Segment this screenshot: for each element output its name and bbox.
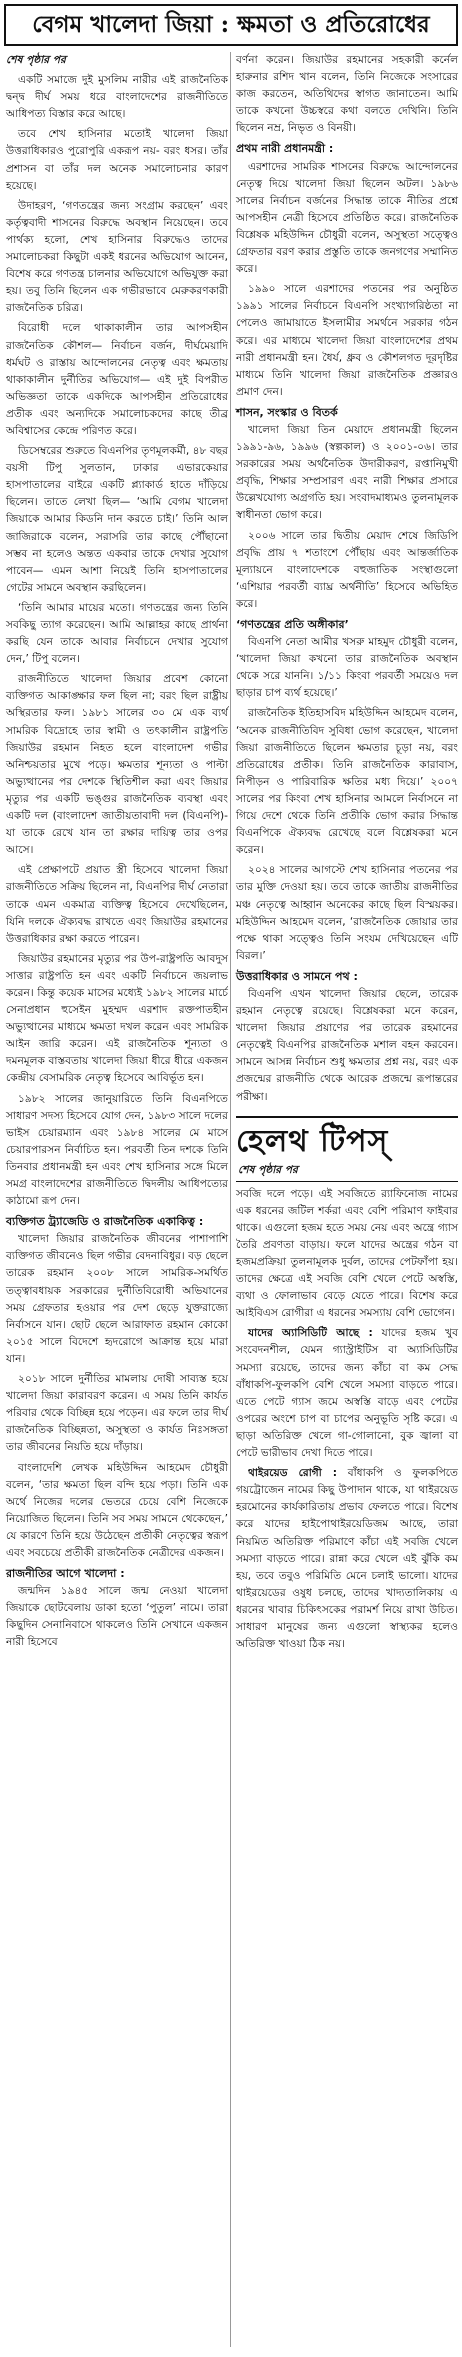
continued-label: শেষ পৃষ্ঠার পর [238, 1163, 298, 1176]
tip-label: থাইরয়েড রোগী : [248, 1467, 338, 1480]
article-headline: বেগম খালেদা জিয়া : ক্ষমতা ও প্রতিরোধের [4, 4, 458, 46]
paragraph: একটি সমাজে দুই মুসলিম নারীর এই রাজনৈতিক দ্বন্দ্ব দীর্ঘ সময় ধরে বাংলাদেশের রাজনীতিতে আধিপত্য বিস্তার করে আছে। [6, 74, 228, 121]
paragraph: ‘তিনি আমার মায়ের মতো। গণতন্ত্রের জন্য তিনি সবকিছু ত্যাগ করেছেন। আমি আল্লাহর কাছে প্রার্থনা করছি যেন তাকে আবার নির্বাচনে দেখার সুযোগ দেন,’ টিপু বলেন। [6, 601, 228, 666]
paragraph: সবজি দলে পড়ে। এই সবজিতে র‍্যাফিনোজ নামের এক ধরনের জটিল শর্করা এবং বেশি পরিমাণ ফাইবার থাকে। এগুলো হজম হতে সময় নেয় এবং অন্ত্রে গ্যাস তৈরি প্রবণতা বাড়ায়। ফলে যাদের অন্ত্রের গঠন বা হজমপ্রক্রিয়া তুলনামূলক দুর্বল, তাদের পেটফাঁপা হয়। তাদের ক্ষেত্রে এই সবজি বেশি খেলে পেটে অস্বস্তি, ব্যথা ও ফোলাভাব বেড়ে যেতে পারে। বিশেষ করে আইবিএস রোগীরা এ ধরনের সমস্যায় বেশি ভোগেন। [236, 1187, 458, 1320]
section-subheading: ‘গণতন্ত্রের প্রতি অঙ্গীকার’ [236, 618, 349, 631]
section-subheading: ব্যক্তিগত ট্র্যাজেডি ও রাজনৈতিক একাকিত্ব : [6, 1215, 204, 1229]
paragraph: তবে শেখ হাসিনার মতোই খালেদা জিয়া উত্তরাধিকারও পুরোপুরি একরূপ নয়- বরং ধসর। তাঁর প্রশাসন বা তাঁর দল অনেক সমালোচনার কারণ হয়েছে। [6, 128, 228, 192]
paragraph: বর্ণনা করেন। জিয়াউর রহমানের সহকারী কর্নেল হারুনার রশিদ খান বলেন, তিনি নিজেকে সংসারের কাজ করতেন, অতিথিদের স্বাগত জানাতেন। আমি তাকে কখনো উচ্চস্বরে কথা বলতে দেখিনি। তিনি ছিলেন নম্র, নিভৃত ও বিনয়ী। [236, 54, 458, 135]
section-subheading: উত্তরাধিকার ও সামনে পথ : [236, 969, 358, 983]
section-subheading: প্রথম নারী প্রধানমন্ত্রী : [236, 142, 334, 156]
paragraph: রাজনৈতিক ইতিহাসবিদ মহিউদ্দিন আহমেদ বলেন, ‘অনেক রাজনীতিবিদ সুবিধা ভোগ করেছেন, খালেদা জিয়া রাজনীতিতে ছিলেন ক্ষমতার চূড়া নয়, বরং প্রতিরোধের প্রতীক। তিনি রাজনৈতিক কারাবাস, নিপীড়ন ও পারিবারিক ক্ষতির মধ্য দিয়ে।’ ২০০৭ সালের পর কিংবা শেখ হাসিনার আমলে নির্বাসনে না গিয়ে দেশে থেকে তিনি প্রতীকি ভোগ করার সিদ্ধান্ত বিএনপিকে ঐক্যবদ্ধ রেখেছে বলে বিশ্লেষকরা মনে করেন। [236, 707, 458, 857]
tip-text: বাঁধাকপি ও ফুলকপিতে গয়ট্রোজেন নামের কিছু উপাদান থাকে, যা থাইরয়েড হরমোনের কার্যকারিতায় প্রভাব ফেলতে পারে। বিশেষ করে যাদের হাইপোথাইরয়েডিজম আছে, তারা নিয়মিত অতিরিক্ত পরিমাণে কাঁচা এই সবজি খেলে সমস্যা বাড়তে পারে। রান্না করে খেলে এই ঝুঁকি কম হয়, তবে তবুও পরিমিতি মেনে চলাই ভালো। যাদের থাইরয়েডের ওষুধ চলছে, তাদের খাদ্যতালিকায় এ ধরনের খাবার চিকিৎসকের পরামর্শ নিয়ে রাখা উচিত। সাধারণ মানুষের জন্য এগুলো স্বাস্থ্যকর হলেও অতিরিক্ত খাওয়া ঠিক নয়। [236, 1467, 458, 1651]
column-divider [230, 52, 231, 2347]
health-tips-section [236, 1116, 458, 1182]
paragraph: এরশাদের সামরিক শাসনের বিরুদ্ধে আন্দোলনের নেতৃত্ব দিয়ে খালেদা জিয়া ছিলেন অটল। ১৯৮৬ সালের নির্বাচন বর্জনের সিদ্ধান্ত তাকে নীতির প্রশ্নে আপসহীন নেত্রী হিসেবে প্রতিষ্ঠিত করে। রাজনৈতিক বিশ্লেষক মহিউদ্দিন চৌধুরী বলেন, অসুস্থতা সত্ত্বেও গ্রেফতার বরণ করার প্রস্তুতি তাকে জনগণের সম্মানিত করে। [236, 160, 458, 276]
paragraph: বিএনপি নেতা আমীর খসরু মাহমুদ চৌধুরী বলেন, ‘খালেদা জিয়া কখনো তার রাজনৈতিক অবস্থান থেকে সরে যাননি। ১/১১ কিংবা পরবর্তী সময়েও দল ছাড়ার চাপ ব্যর্থ হয়েছে।’ [236, 636, 458, 700]
paragraph: জন্মদিন ১৯৪৫ সালে জন্ম নেওয়া খালেদা জিয়াকে ছোটবেলায় ডাকা হতো ‘পুতুল’ নামে। তারা কিছুদিন সেনানিবাসে থাকলেও তিনি সেখানে একজন নারী হিসেবে [6, 1585, 228, 1649]
paragraph: এই প্রেক্ষাপটে প্রয়াত স্ত্রী হিসেবে খালেদা জিয়া রাজনীতিতে সক্রিয় ছিলেন না, বিএনপির দীর্ঘ নেতারা তাকে এমন একমাত্র ব্যক্তিত্ব হিসেবে দেখেছিলেন, যিনি দলকে ঐক্যবদ্ধ রাখতে এবং জিয়াউর রহমানের উত্তরাধিকার রক্ষা করতে পারেন। [6, 864, 228, 945]
paragraph: বিএনপি এখন খালেদা জিয়ার ছেলে, তারেক রহমান নেতৃত্বে রয়েছে। বিশ্লেষকরা মনে করেন, খালেদা জিয়ার প্রয়াণের পর তারেক রহমানের নেতৃত্বেই বিএনপির রাজনৈতিক মশাল বহন করবেন। সামনে আসন্ন নির্বাচন শুধু ক্ষমতার প্রশ্ন নয়, বরং এক প্রজন্মের রাজনীতি থেকে আরেক প্রজন্মে রূপান্তরের পরীক্ষা। [236, 987, 458, 1103]
tip-text: যাদের হজম খুব সংবেদনশীল, যেমন গ্যাস্ট্রাইটিস বা অ্যাসিডিটির সমস্যা রয়েছে, তাদের জন্য কাঁচা বা কম সেদ্ধ বাঁধাকপি-ফুলকপি বেশি খেলে সমস্যা বাড়তে পারে। এতে পেটে গ্যাস জমে অস্বস্তি বাড়ে এবং পেটের ওপরের অংশে চাপ বা চাপের অনুভূতি সৃষ্টি করে। এ ছাড়া অতিরিক্ত খেলে গা-গোলানো, বুক জ্বালা বা পেটে ভারীভাব দেখা দিতে পারে। [236, 1327, 459, 1460]
paragraph: বাংলাদেশি লেখক মহিউদ্দিন আহমেদ চৌধুরী বলেন, ‘তার ক্ষমতা ছিল বন্দি হয়ে পড়া। তিনি এক অর্থে নিজের দলের ভেতরে চেয়ে বেশি নিজেকে নিয়োজিত ছিলেন। তিনি সব সময় সামনে থেকেছেন,’ যে কারণে তিনি হয়ে উঠেছেন প্রতীকী নেতৃত্বের স্বরূপ এবং সবচেয়ে প্রতীকী রাজনৈতিক নেত্রীদের একজন। [6, 1461, 228, 1559]
section-subheading: শাসন, সংস্কার ও বিতর্ক [236, 405, 338, 419]
right-column [236, 52, 458, 1656]
paragraph: ২০২৪ সালের আগস্টে শেখ হাসিনার পতনের পর তার মুক্তি দেওয়া হয়। তবে তাকে জাতীয় রাজনীতির মঞ্চ নেতৃত্বে আহ্বান অনেকের কাছে ছিল বিস্ময়কর। মহিউদ্দিন আহমেদ বলেন, ‘রাজনৈতিক জোয়ার তার পক্ষে থাকা সত্ত্বেও তিনি সংযম দেখিয়েছেন এটি বিরল।’ [236, 864, 458, 962]
paragraph: উদাহরণ, ‘গণতন্ত্রের জন্য সংগ্রাম করছেন’ এবং কর্তৃত্ববাদী শাসনের বিরুদ্ধে অবস্থান নিয়েছেন। তবে পার্থক্য হলো, শেখ হাসিনার বিরুদ্ধেও তাদের সমালোচকরা কিছুটা একই ধরনের অভিযোগ আনেন, বিশেষ করে গণতন্ত্র চালনার অভিযোগে অভিযুক্ত করা হয়। তবু তিনি ছিলেন এক গভীরভাবে মেরুকরণকারী রাজনৈতিক চরিত্র। [6, 199, 228, 315]
paragraph: ১৯৯০ সালে এরশাদের পতনের পর অনুষ্ঠিত ১৯৯১ সালের নির্বাচনে বিএনপি সংখ্যাগরিষ্ঠতা না পেলেও জামায়াতে ইসলামীর সমর্থনে সরকার গঠন করে। এর মাধ্যমে খালেদা জিয়া বাংলাদেশের প্রথম নারী প্রধানমন্ত্রী হন। ধৈর্য, ধ্রুব ও কৌশলগত দূরদৃষ্টির মাধ্যমে তিনি খালেদা জিয়া রাজনৈতিক প্রজ্ঞারও প্রমাণ দেন। [236, 283, 458, 398]
paragraph: ২০০৬ সালে তার দ্বিতীয় মেয়াদ শেষে জিডিপি প্রবৃদ্ধি প্রায় ৭ শতাংশে পৌঁছায় এবং আন্তর্জাতিক মূল্যায়নে বাংলাদেশকে বহুজাতিক সংস্থাগুলো ‘এশিয়ার পরবর্তী ব্যাঘ্র অর্থনীতি’ হিসেবে অভিহিত করে। [236, 529, 458, 610]
paragraph: ডিসেম্বরের শুরুতে বিএনপির তৃণমূলকর্মী, ৪৮ বছর বয়সী টিপু সুলতান, ঢাকার এভারকেয়ার হাসপাতালের বাইরে একটি প্ল্যাকার্ড হাতে দাঁড়িয়ে ছিলেন। তাতে লেখা ছিল— ‘আমি বেগম খালেদা জিয়াকে আমার কিডনি দান করতে চাই।’ তিনি আল জাজিরাকে বলেন, সরাসরি তার কাছে পৌঁছানো সম্ভব না হলেও অন্তত একবার তাকে দেখার সুযোগ পাবেন— এমন আশা নিয়েই তিনি হাসপাতালের গেটের সামনে অবস্থান করছিলেন। [6, 445, 228, 594]
continued-label: শেষ পৃষ্ঠার পর [6, 54, 66, 66]
paragraph: রাজনীতিতে খালেদা জিয়ার প্রবেশ কোনো ব্যক্তিগত আকাঙ্ক্ষার ফল ছিল না; বরং ছিল রাষ্ট্রীয় অস্থিরতার ফল। ১৯৮১ সালের ৩০ মে এক ব্যর্থ সামরিক বিদ্রোহে তার স্বামী ও তৎকালীন রাষ্ট্রপতি জিয়াউর রহমান নিহত হলে বাংলাদেশ গভীর অনিশ্চয়তার মুখে পড়ে। ক্ষমতার শূন্যতা ও পাল্টা অভ্যুত্থানের পর দেশকে স্থিতিশীল করা এবং জিয়ার মৃত্যুর পর একটি ভঙ্গুর রাজনৈতিক ব্যবস্থা এবং একটি দল (বাংলাদেশ জাতীয়তাবাদী দল (বিএনপি)- যা তাকে রেখে যান তা রক্ষার দায়িত্ব তার ওপর আসে। [6, 673, 228, 857]
left-column [6, 52, 228, 1655]
paragraph: ২০১৮ সালে দুর্নীতির মামলায় দোষী সাব্যস্ত হয়ে খালেদা জিয়া কারাবরণ করেন। এ সময় তিনি কার্যত পরিবার থেকে বিচ্ছিন্ন হয়ে পড়েন। এর ফলে তার দীর্ঘ রাজনৈতিক বিচ্ছিন্নতা, অসুস্থতা ও কার্যত নিঃসঙ্গতা তার জীবনের নিয়তি হয়ে দাঁড়ায়। [6, 1373, 228, 1454]
paragraph: ১৯৮২ সালের জানুয়ারিতে তিনি বিএনপিতে সাধারণ সদস্য হিসেবে যোগ দেন, ১৯৮৩ সালে দলের ভাইস চেয়ারম্যান এবং ১৯৮৪ সালের মে মাসে চেয়ারপারসন নির্বাচিত হন। পরবর্তী তিন দশকে তিনি তিনবার প্রধানমন্ত্রী হন এবং শেখ হাসিনার সঙ্গে মিলে সমগ্র বাংলাদেশের রাজনীতিতে দ্বিদলীয় আধিপত্যের কাঠামো রূপ দেন। [6, 1092, 228, 1208]
paragraph: জিয়াউর রহমানের মৃত্যুর পর উপ-রাষ্ট্রপতি আবদুস সাত্তার রাষ্ট্রপতি হন এবং একটি নির্বাচনে জয়লাভ করেন। কিন্তু কয়েক মাসের মধ্যেই ১৯৮২ সালের মার্চে সেনাপ্রধান হুসেইন মুহম্মদ এরশাদ রক্তপাতহীন অভ্যুত্থানের মাধ্যমে ক্ষমতা দখল করেন এবং সামরিক আইন জারি করেন। এই রাজনৈতিক শূন্যতা ও দমনমূলক বাস্তবতায় খালেদা জিয়া ধীরে ধীরে একজন কেন্দ্রীয় বেসামরিক নেতৃত্ব হিসেবে আবির্ভূত হন। [6, 952, 228, 1085]
paragraph: খালেদা জিয়ার রাজনৈতিক জীবনের পাশাপাশি ব্যক্তিগত জীবনেও ছিল গভীর বেদনাবিধুর। বড় ছেলে তারেক রহমান ২০০৮ সালে সামরিক-সমর্থিত তত্ত্বাবধায়ক সরকারের দুর্নীতিবিরোধী অভিযানের সময় গ্রেফতার হওয়ার পর দেশ ছেড়ে যুক্তরাজ্যে নির্বাসনে যান। ছোট ছেলে আরাফাত রহমান কোকো ২০১৫ সালে বিদেশে হৃদরোগে আক্রান্ত হয়ে মারা যান। [6, 1233, 228, 1365]
paragraph: খালেদা জিয়া তিন মেয়াদে প্রধানমন্ত্রী ছিলেন ১৯৯১-৯৬, ১৯৯৬ (স্বল্পকাল) ও ২০০১-০৬। তার সরকারের সময় অর্থনৈতিক উদারীকরণ, রপ্তানিমুখী প্রবৃদ্ধি, শিক্ষার সম্প্রসারণ এবং নারী শিক্ষার প্রসারে উল্লেখযোগ্য অগ্রগতি হয়। সংবাদমাধ্যমও তুলনামূলক স্বাধীনতা ভোগ করে। [236, 423, 458, 522]
tip-label: যাদের অ্যাসিডিটি আছে : [248, 1327, 373, 1340]
paragraph [236, 1465, 458, 1653]
section-subheading: রাজনীতির আগে খালেদা : [6, 1567, 125, 1581]
paragraph: বিরোধী দলে থাকাকালীন তার আপসহীন রাজনৈতিক কৌশল— নির্বাচন বর্জন, দীর্ঘমেয়াদি ধর্মঘট ও রাস্তায় আন্দোলনের নেতৃত্ব এবং ক্ষমতায় থাকাকালীন দুর্নীতির অভিযোগ— এই দুই বিপরীত অভিজ্ঞতা তাকে একদিকে আপসহীন প্রতিরোধের প্রতীক এবং অন্যদিকে সমালোচকদের কাছে তীব্র অবিশ্বাসের কেন্দ্রে পরিণত করে। [6, 322, 228, 437]
paragraph [236, 1325, 458, 1462]
health-tips-title: হেলথ টিপস্ [236, 1123, 389, 1159]
